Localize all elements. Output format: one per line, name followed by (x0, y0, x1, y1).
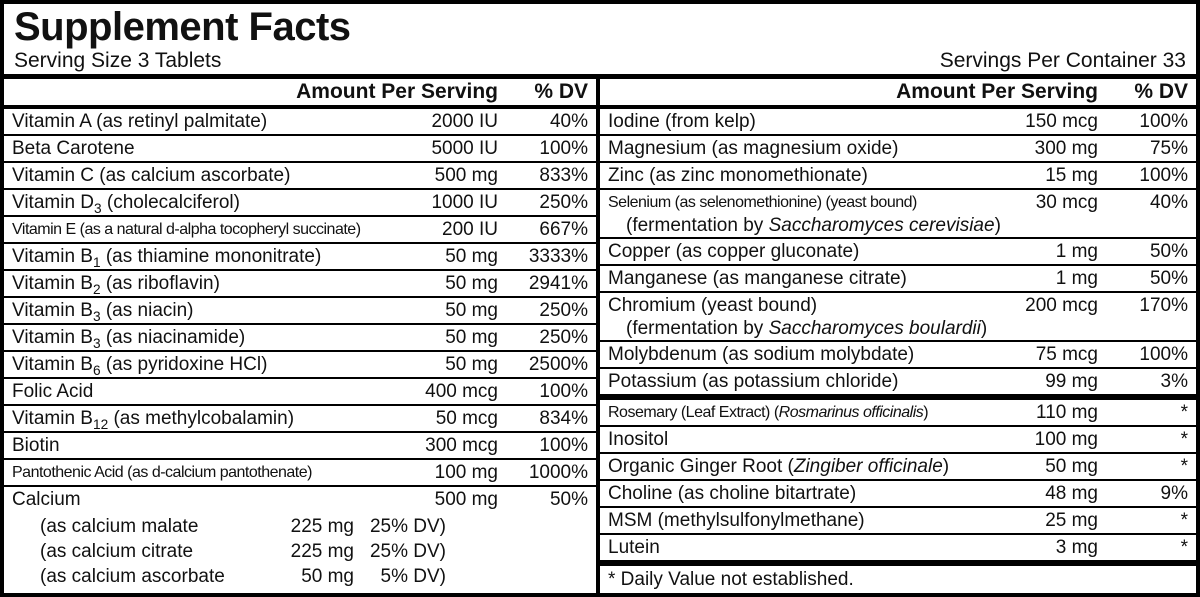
ingredient-amount: 48 mg (1045, 482, 1098, 504)
ingredient-amount: 1 mg (1055, 240, 1098, 262)
ingredient-name: Choline (as choline bitartrate) (608, 482, 857, 504)
right-column (596, 79, 1196, 593)
ingredient-dv: 100% (539, 434, 588, 456)
supplement-row-main (608, 342, 1188, 367)
ingredient-amount: 300 mg (1034, 137, 1098, 159)
ingredient-name: Beta Carotene (12, 137, 135, 159)
ingredient-name: Vitamin A (as retinyl palmitate) (12, 110, 268, 132)
supplement-row-main (608, 454, 1188, 479)
supplement-row (600, 293, 1196, 340)
left-column-header (4, 79, 596, 109)
sub-ingredient-dv: 25% DV) (369, 516, 446, 537)
ingredient-dv: 100% (539, 380, 588, 402)
supplement-row (600, 369, 1196, 394)
ingredient-dv: 50% (1149, 267, 1188, 289)
supplement-row-main (12, 379, 588, 404)
ingredient-amount: 3 mg (1055, 536, 1098, 558)
ingredient-name: Vitamin $B_3$ (as niacin) (12, 299, 194, 324)
sub-ingredient-dv: 25% DV) (369, 541, 446, 562)
ingredient-dv: 100% (1139, 343, 1188, 365)
ingredient-dv: 250% (539, 299, 588, 321)
ingredient-name: Calcium (12, 488, 81, 510)
supplement-row-main (12, 271, 588, 296)
ingredient-name: Vitamin $B_6$ (as pyridoxine HCl) (12, 353, 268, 378)
supplement-row (600, 163, 1196, 188)
supplement-row (4, 433, 596, 458)
supplement-row (600, 508, 1196, 533)
ingredient-amount: 100 mg (1034, 428, 1098, 450)
page-title: Supplement Facts (14, 5, 351, 49)
supplement-row (4, 379, 596, 404)
supplement-row-main (608, 400, 1188, 425)
ingredient-dv: 75% (1149, 137, 1188, 159)
supplement-row-main (608, 266, 1188, 291)
supplement-row-main (608, 136, 1188, 161)
servings-per-container: Servings Per Container 33 (939, 49, 1186, 72)
supplement-row (4, 406, 596, 431)
supplement-row-main (608, 481, 1188, 506)
ingredient-dv: * (1180, 401, 1188, 423)
ingredient-dv: * (1180, 428, 1188, 450)
ingredient-note: (fermentation by Saccharomyces boulardii) (626, 318, 988, 339)
ingredient-name: Vitamin E (as a natural d-alpha tocopheryl succinate) (12, 220, 361, 238)
ingredient-amount: 50 mg (445, 245, 498, 267)
supplement-row-main (608, 109, 1188, 134)
ingredient-name: Vitamin $B_3$ (as niacinamide) (12, 326, 246, 351)
supplement-row (600, 190, 1196, 237)
ingredient-amount: 200 IU (442, 218, 498, 240)
sub-ingredient-dv: 5% DV) (380, 566, 446, 587)
ingredient-name: Zinc (as zinc monomethionate) (608, 164, 868, 186)
sub-ingredient-row (40, 539, 588, 564)
ingredient-name: Inositol (608, 428, 669, 450)
sub-ingredient-name: (as calcium malate (40, 516, 199, 537)
sub-ingredient-row (40, 564, 588, 589)
sub-ingredient-name: (as calcium citrate (40, 541, 194, 562)
ingredient-amount: 50 mg (445, 353, 498, 375)
supplement-row (4, 163, 596, 188)
supplement-row-main (608, 163, 1188, 188)
supplement-row (600, 266, 1196, 291)
ingredient-name: Selenium (as selenomethionine) (yeast bound) (608, 193, 917, 211)
sub-ingredient-list (4, 512, 596, 589)
right-column-header (600, 79, 1196, 109)
supplement-row (600, 136, 1196, 161)
ingredient-dv: 100% (539, 137, 588, 159)
supplement-row (4, 352, 596, 377)
ingredient-name: Iodine (from kelp) (608, 110, 756, 132)
supplement-row (4, 271, 596, 296)
right-rows (600, 109, 1196, 560)
serving-size: Serving Size 3 Tablets (14, 49, 222, 72)
supplement-row-main (608, 508, 1188, 533)
ingredient-amount: 2000 IU (431, 110, 498, 132)
supplement-row-main (12, 136, 588, 161)
supplement-row (600, 535, 1196, 560)
supplement-row (600, 239, 1196, 264)
supplement-row-main (608, 190, 1188, 215)
supplement-row-main (12, 109, 588, 134)
ingredient-amount: 1 mg (1055, 267, 1098, 289)
ingredient-amount: 75 mcg (1035, 343, 1098, 365)
ingredient-name: Vitamin $D_3$ (cholecalciferol) (12, 191, 240, 216)
supplement-row (4, 487, 596, 512)
ingredient-name: Molybdenum (as sodium molybdate) (608, 343, 915, 365)
ingredient-dv: 2500% (528, 353, 588, 375)
amount-per-serving-header: Amount Per Serving (296, 80, 498, 103)
ingredient-dv: 250% (539, 191, 588, 213)
ingredient-name: Vitamin $B_1$ (as thiamine mononitrate) (12, 245, 322, 270)
ingredient-amount: 1000 IU (431, 191, 498, 213)
ingredient-dv: 2941% (528, 272, 588, 294)
ingredient-amount: 25 mg (1045, 509, 1098, 531)
ingredient-amount: 15 mg (1045, 164, 1098, 186)
ingredient-dv: * (1180, 509, 1188, 531)
supplement-row (600, 481, 1196, 506)
supplement-row (4, 109, 596, 134)
ingredient-amount: 400 mcg (425, 380, 498, 402)
ingredient-dv: 3% (1160, 370, 1188, 392)
ingredient-name: Copper (as copper gluconate) (608, 240, 860, 262)
ingredient-name: Chromium (yeast bound) (608, 294, 818, 316)
supplement-row (4, 298, 596, 323)
ingredient-dv: 100% (1139, 164, 1188, 186)
ingredient-amount: 500 mg (434, 164, 498, 186)
ingredient-dv: 834% (539, 407, 588, 429)
supplement-row (600, 427, 1196, 452)
ingredient-name: Rosemary (Leaf Extract) (Rosmarinus officinalis) (608, 403, 929, 421)
supplement-row (4, 325, 596, 350)
supplement-row-main (12, 163, 588, 188)
ingredient-name: Folic Acid (12, 380, 94, 402)
ingredient-dv: 1000% (528, 461, 588, 483)
ingredient-amount: 50 mg (445, 299, 498, 321)
supplement-row (4, 460, 596, 485)
ingredient-amount: 30 mcg (1035, 191, 1098, 213)
ingredient-name: Organic Ginger Root (Zingiber officinale) (608, 455, 950, 477)
ingredient-dv: 50% (1149, 240, 1188, 262)
supplement-row (4, 190, 596, 215)
ingredient-name: Magnesium (as magnesium oxide) (608, 137, 899, 159)
ingredient-name: Lutein (608, 536, 660, 558)
ingredient-name: Vitamin $B_{12}$ (as methylcobalamin) (12, 407, 295, 432)
sub-ingredient-amount: 50 mg (301, 566, 354, 587)
supplement-row-main (12, 487, 588, 512)
supplement-row-main (12, 352, 588, 377)
supplement-row-main (12, 433, 588, 458)
sub-ingredient-amount: 225 mg (290, 516, 354, 537)
ingredient-name: Potassium (as potassium chloride) (608, 370, 899, 392)
supplement-row (4, 217, 596, 242)
ingredient-dv: 40% (1149, 191, 1188, 213)
supplement-row (4, 244, 596, 269)
ingredient-amount: 50 mg (445, 326, 498, 348)
serving-info-row (4, 48, 1196, 74)
amount-per-serving-header: Amount Per Serving (896, 80, 1098, 103)
supplement-row-main (608, 369, 1188, 394)
ingredient-name: Pantothenic Acid (as d-calcium pantothenate) (12, 463, 312, 481)
supplement-row (600, 109, 1196, 134)
ingredient-note: (fermentation by Saccharomyces cerevisiae) (626, 215, 1001, 236)
ingredient-dv: 170% (1139, 294, 1188, 316)
ingredient-amount: 50 mg (445, 272, 498, 294)
supplement-row-main (12, 298, 588, 323)
ingredient-dv: 40% (549, 110, 588, 132)
supplement-row-main (608, 535, 1188, 560)
supplement-row-main (608, 293, 1188, 318)
ingredient-amount: 200 mcg (1025, 294, 1098, 316)
percent-dv-header: % DV (534, 80, 588, 103)
footnote-block (600, 560, 1196, 593)
ingredient-name: Vitamin C (as calcium ascorbate) (12, 164, 291, 186)
ingredient-dv: 3333% (528, 245, 588, 267)
ingredient-amount: 100 mg (434, 461, 498, 483)
ingredient-amount: 50 mg (1045, 455, 1098, 477)
ingredient-dv: 9% (1160, 482, 1188, 504)
ingredient-name: Biotin (12, 434, 60, 456)
ingredient-dv: * (1180, 536, 1188, 558)
sub-ingredient-amount: 225 mg (290, 541, 354, 562)
ingredient-amount: 50 mcg (435, 407, 498, 429)
supplement-row-main (12, 190, 588, 215)
supplement-row-main (12, 460, 588, 485)
supplement-row (600, 454, 1196, 479)
percent-dv-header: % DV (1134, 80, 1188, 103)
ingredient-dv: 50% (549, 488, 588, 510)
ingredient-dv: 667% (539, 218, 588, 240)
ingredient-dv: 833% (539, 164, 588, 186)
ingredient-amount: 300 mcg (425, 434, 498, 456)
supplement-row-main (12, 406, 588, 431)
ingredient-amount: 5000 IU (431, 137, 498, 159)
supplement-row (600, 400, 1196, 425)
daily-value-footnote: * Daily Value not established. (608, 569, 854, 590)
left-column (4, 79, 596, 593)
ingredient-name: MSM (methylsulfonylmethane) (608, 509, 865, 531)
supplement-row-main (12, 325, 588, 350)
ingredient-name: Vitamin $B_2$ (as riboflavin) (12, 272, 220, 297)
ingredient-amount: 150 mcg (1025, 110, 1098, 132)
ingredient-dv: 250% (539, 326, 588, 348)
supplement-row (4, 136, 596, 161)
facts-body (4, 79, 1196, 593)
ingredient-dv: 100% (1139, 110, 1188, 132)
ingredient-amount: 500 mg (434, 488, 498, 510)
ingredient-dv: * (1180, 455, 1188, 477)
supplement-row-main (12, 244, 588, 269)
supplement-row-main (12, 217, 588, 242)
left-rows (4, 109, 596, 589)
supplement-row (600, 342, 1196, 367)
ingredient-amount: 99 mg (1045, 370, 1098, 392)
supplement-row-main (608, 427, 1188, 452)
ingredient-amount: 110 mg (1036, 401, 1098, 423)
ingredient-name: Manganese (as manganese citrate) (608, 267, 907, 289)
supplement-row-main (608, 239, 1188, 264)
sub-ingredient-row (40, 514, 588, 539)
sub-ingredient-name: (as calcium ascorbate (40, 566, 225, 587)
